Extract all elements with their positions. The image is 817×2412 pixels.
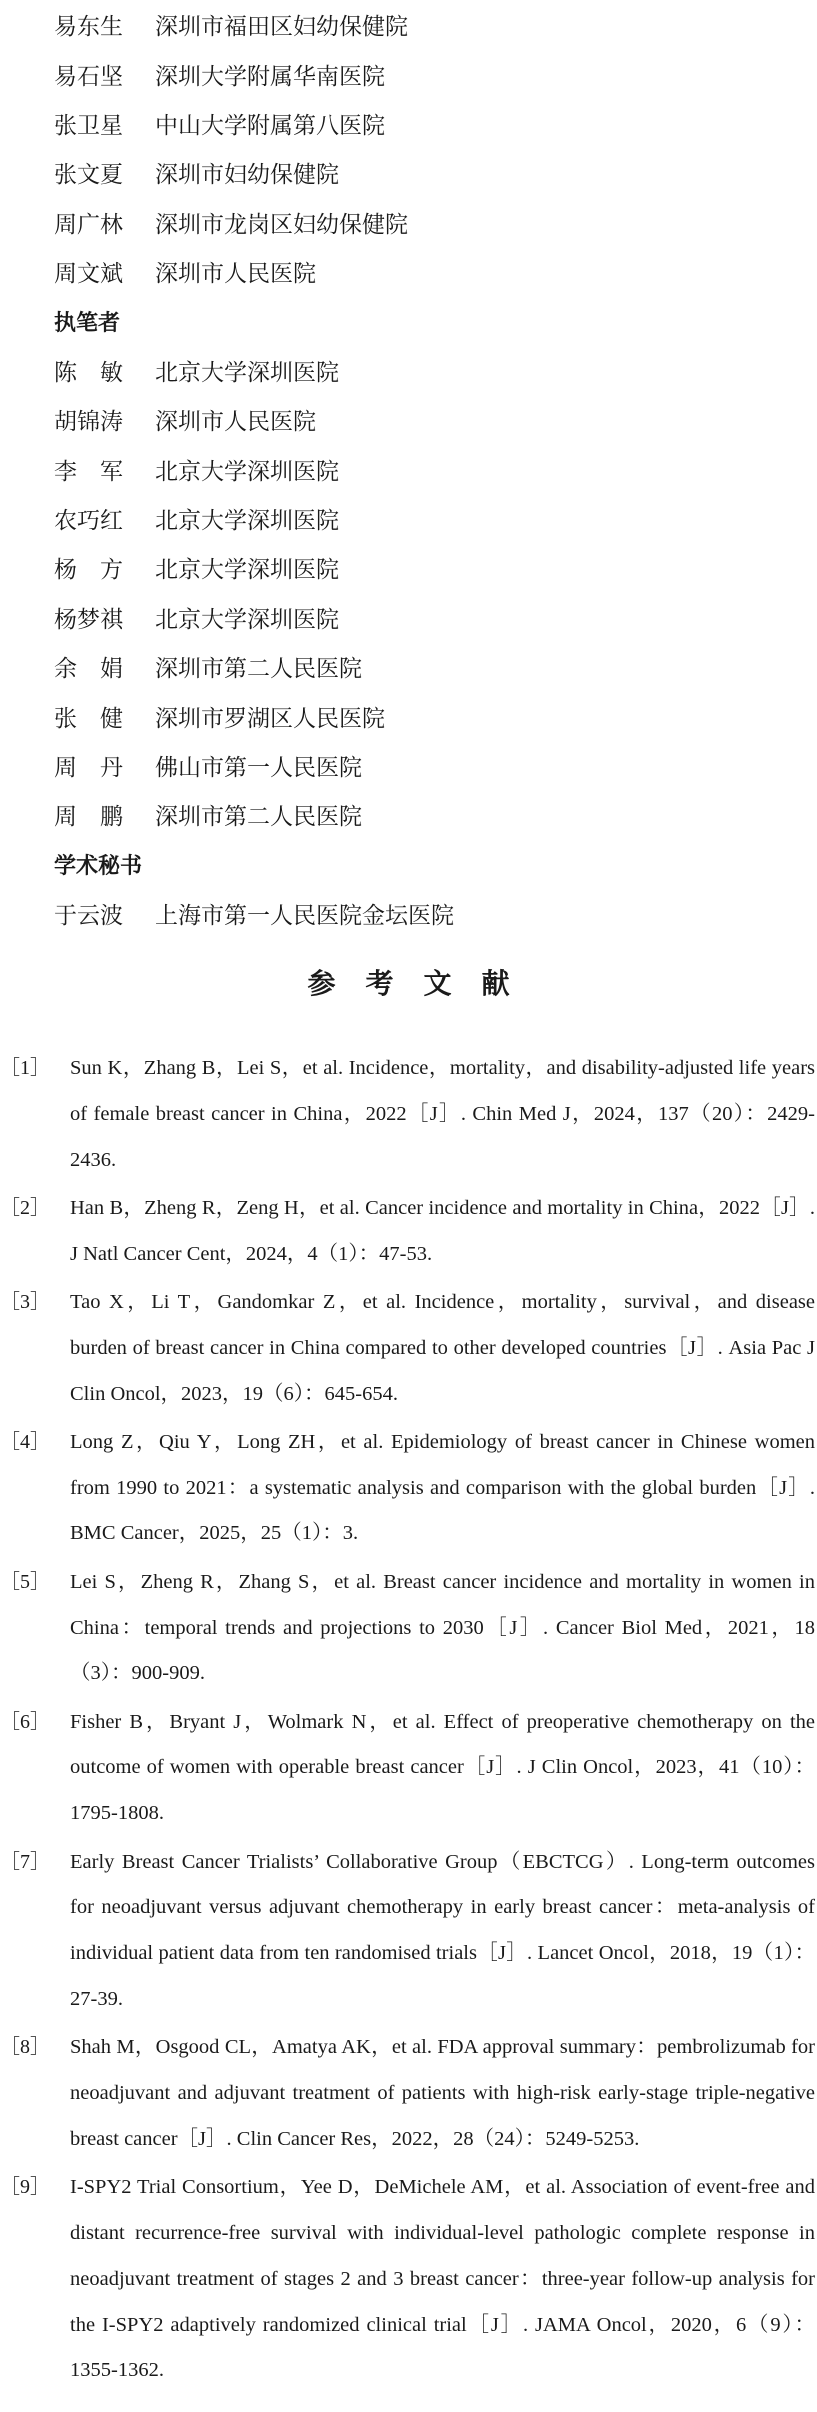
- member-row: [54, 0, 794, 49]
- institution-name: 北京大学深圳医院: [155, 606, 339, 633]
- member-row: [54, 198, 794, 247]
- reference-text: Early Breast Cancer Trialists’ Collaborative Group（EBCTCG）. Long-term outcomes for neoadjuvant versus adjuvant chemotherapy in early breast cancer：meta-analysis of individual patient data from ten randomised trials［J］. Lancet Oncol，2018，19（1）：27-39.: [70, 1850, 815, 2010]
- reference-number: ［6］: [0, 1710, 50, 1733]
- person-name: 杨梦祺: [54, 606, 123, 633]
- reference-entry: [0, 1186, 817, 1278]
- institution-name: 深圳市福田区妇幼保健院: [155, 14, 408, 41]
- reference-entry: [0, 1700, 817, 1837]
- institution-name: 北京大学深圳医院: [155, 359, 339, 386]
- person-name: 张卫星: [54, 112, 123, 139]
- member-row: [54, 99, 794, 148]
- lead-members-list: [54, 0, 794, 296]
- institution-name: 深圳市第二人民医院: [155, 804, 362, 831]
- reference-entry: [0, 1280, 817, 1417]
- institution-name: 北京大学深圳医院: [155, 508, 339, 535]
- institution-name: 深圳市人民医院: [155, 409, 316, 436]
- person-name: 于云波: [54, 903, 123, 930]
- reference-number: ［5］: [0, 1570, 50, 1593]
- reference-entry: [0, 1840, 817, 2023]
- reference-entry: [0, 2165, 817, 2394]
- reference-text: Han B，Zheng R，Zeng H，et al. Cancer incidence and mortality in China，2022［J］. J Natl Cancer Cent，2024，4（1）：47-53.: [70, 1196, 815, 1265]
- reference-text: Sun K，Zhang B，Lei S，et al. Incidence，mortality，and disability-adjusted life years of female breast cancer in China，2022［J］. Chin Med J，2024，137（20）：2429-2436.: [70, 1057, 815, 1171]
- secretary-row: [54, 889, 794, 938]
- institution-name: 上海市第一人民医院金坛医院: [155, 903, 454, 930]
- reference-text: Lei S，Zheng R，Zhang S，et al. Breast cancer incidence and mortality in women in China：temporal trends and projections to 2030［J］. Cancer Biol Med，2021，18（3）：900-909.: [70, 1570, 815, 1685]
- person-name: 张文夏: [54, 162, 123, 189]
- institution-name: 深圳市第二人民医院: [155, 656, 362, 683]
- writers-list: [54, 346, 794, 840]
- institution-name: 深圳市妇幼保健院: [155, 162, 339, 189]
- writers-heading: 执笔者: [54, 310, 121, 336]
- institution-name: 中山大学附属第八医院: [155, 112, 385, 139]
- institution-name: 深圳大学附属华南医院: [155, 63, 385, 90]
- reference-number: ［9］: [0, 2176, 50, 2199]
- person-name: 胡锦涛: [54, 409, 123, 436]
- writer-row: [54, 395, 794, 444]
- writer-row: [54, 691, 794, 740]
- person-name: 易石坚: [54, 63, 123, 90]
- institution-name: 深圳市罗湖区人民医院: [155, 705, 385, 732]
- person-name: 杨 方: [54, 557, 123, 584]
- reference-entry: [0, 1560, 817, 1697]
- institution-name: 北京大学深圳医院: [155, 458, 339, 485]
- reference-number: ［3］: [0, 1290, 50, 1313]
- writer-row: [54, 346, 794, 395]
- person-name: 周 鹏: [54, 804, 123, 831]
- reference-number: ［7］: [0, 1850, 50, 1873]
- institution-name: 北京大学深圳医院: [155, 557, 339, 584]
- person-name: 周文斌: [54, 261, 123, 288]
- references-title: 参考文献: [307, 967, 540, 1000]
- reference-entry: [0, 1046, 817, 1183]
- person-name: 李 军: [54, 458, 123, 485]
- references-list: [0, 1046, 817, 2397]
- member-row: [54, 148, 794, 197]
- reference-text: Shah M，Osgood CL，Amatya AK，et al. FDA approval summary：pembrolizumab for neoadjuvant and adjuvant treatment of patients with high-risk early-stage triple-negative breast cancer［J］. Clin Cancer Res，2022，28（24）：5249-5253.: [70, 2036, 815, 2150]
- person-name: 易东生: [54, 14, 123, 41]
- reference-text: Tao X，Li T，Gandomkar Z，et al. Incidence，mortality，survival，and disease burden of breast cancer in China compared to other developed countries［J］. Asia Pac J Clin Oncol，2023，19（6）：645-654.: [70, 1290, 815, 1405]
- reference-text: Long Z，Qiu Y，Long ZH，et al. Epidemiology of breast cancer in Chinese women from 1990 to 2021：a systematic analysis and comparison with the global burden［J］. BMC Cancer，2025，25（1）：3.: [70, 1430, 815, 1545]
- reference-entry: [0, 2025, 817, 2162]
- secretary-heading: 学术秘书: [54, 853, 143, 879]
- institution-name: 深圳市龙岗区妇幼保健院: [155, 211, 408, 238]
- reference-number: ［8］: [0, 2036, 50, 2059]
- writer-row: [54, 543, 794, 592]
- reference-text: Fisher B，Bryant J，Wolmark N，et al. Effect of preoperative chemotherapy on the outcome of women with operable breast cancer［J］. J Clin Oncol，2023，41（10）：1795-1808.: [70, 1710, 815, 1825]
- institution-name: 深圳市人民医院: [155, 261, 316, 288]
- reference-text: I-SPY2 Trial Consortium，Yee D，DeMichele AM，et al. Association of event-free and distant recurrence-free survival with individual-level pathologic complete response in neoadjuvant treatment of stages 2 and 3 breast cancer：three-year follow-up analysis for the I-SPY2 adaptively randomized clinical trial［J］. JAMA Oncol，2020，6（9）：1355-1362.: [70, 2176, 815, 2382]
- writer-row: [54, 741, 794, 790]
- person-name: 余 娟: [54, 656, 123, 683]
- reference-number: ［2］: [0, 1196, 50, 1219]
- reference-entry: [0, 1420, 817, 1557]
- member-row: [54, 49, 794, 98]
- writer-row: [54, 790, 794, 839]
- writer-row: [54, 445, 794, 494]
- person-name: 周 丹: [54, 755, 123, 782]
- reference-number: ［4］: [0, 1430, 50, 1453]
- person-name: 张 健: [54, 705, 123, 732]
- person-name: 陈 敏: [54, 359, 123, 386]
- writer-row: [54, 642, 794, 691]
- reference-number: ［1］: [0, 1057, 50, 1079]
- writer-row: [54, 593, 794, 642]
- secretaries-list: [54, 889, 794, 938]
- author-roster: [54, 0, 794, 938]
- person-name: 农巧红: [54, 508, 123, 535]
- writer-row: [54, 494, 794, 543]
- member-row: [54, 247, 794, 296]
- person-name: 周广林: [54, 211, 123, 238]
- institution-name: 佛山市第一人民医院: [155, 755, 362, 782]
